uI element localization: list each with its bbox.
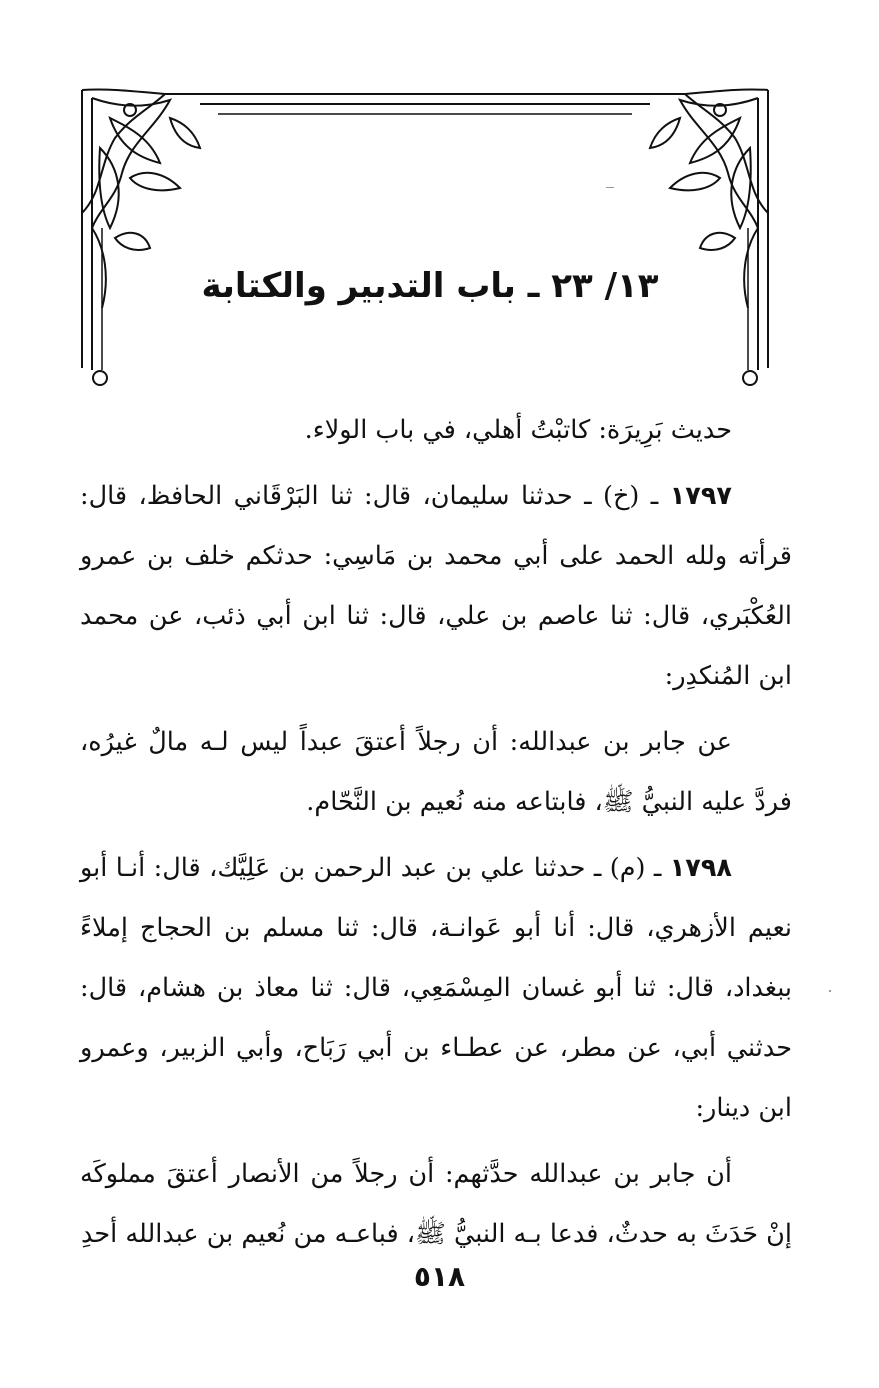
chapter-title: ١٣/ ٢٣ ـ باب التدبير والكتابة [201,266,659,306]
hadith-1798 [80,838,792,1138]
hadith-number: ١٧٩٧ [669,481,732,511]
scan-speck [829,990,831,992]
body-text [80,400,792,1264]
paragraph-3 [80,712,792,832]
page-number: ٥١٨ [413,1260,466,1293]
paragraph-text: عن جابر بن عبدالله: أن رجلاً أعتقَ عبداً ليس لـه مالٌ غيرُه، فردَّ عليه النبيُّ ﷺ، فابتاعه منه نُعيم بن النَّحّام. [80,727,792,817]
paragraph-5 [80,1144,792,1264]
ornamental-frame [70,78,780,388]
paragraph-1 [80,400,792,460]
scan-speck [606,187,614,188]
hadith-number: ١٧٩٨ [669,853,732,883]
paragraph-text: ـ (خ) ـ حدثنا سليمان، قال: ثنا البَرْقَاني الحافظ، قال: قرأته ولله الحمد على أبي محمد بن مَاسِي: حدثكم خلف بن عمرو العُكْبَري، قال: ثنا عاصم بن علي، قال: ثنا ابن أبي ذئب، عن محمد ابن المُنكدِر: [80,481,792,691]
paragraph-text: ـ (م) ـ حدثنا علي بن عبد الرحمن بن عَلِيَّك، قال: أنـا أبو نعيم الأزهري، قال: أنا أبو عَوانـة، قال: ثنا مسلم بن الحجاج إملاءً ببغداد، قال: ثنا أبو غسان المِسْمَعِي، قال: ثنا معاذ بن هشام، قال: حدثني أبي، عن مطر، عن عطـاء بن أبي رَبَاح، وأبي الزبير، وعمرو ابن دينار: [80,853,792,1123]
paragraph-text: حديث بَرِيرَة: كاتبْتُ أهلي، في باب الولاء. [304,415,732,445]
hadith-1797 [80,466,792,706]
paragraph-text: أن جابر بن عبدالله حدَّثهم: أن رجلاً من الأنصار أعتقَ مملوكَه إنْ حَدَثَ به حدثٌ، فدعا بـه النبيُّ ﷺ، فباعـه من نُعيم بن عبدالله أحدِ [80,1159,792,1249]
